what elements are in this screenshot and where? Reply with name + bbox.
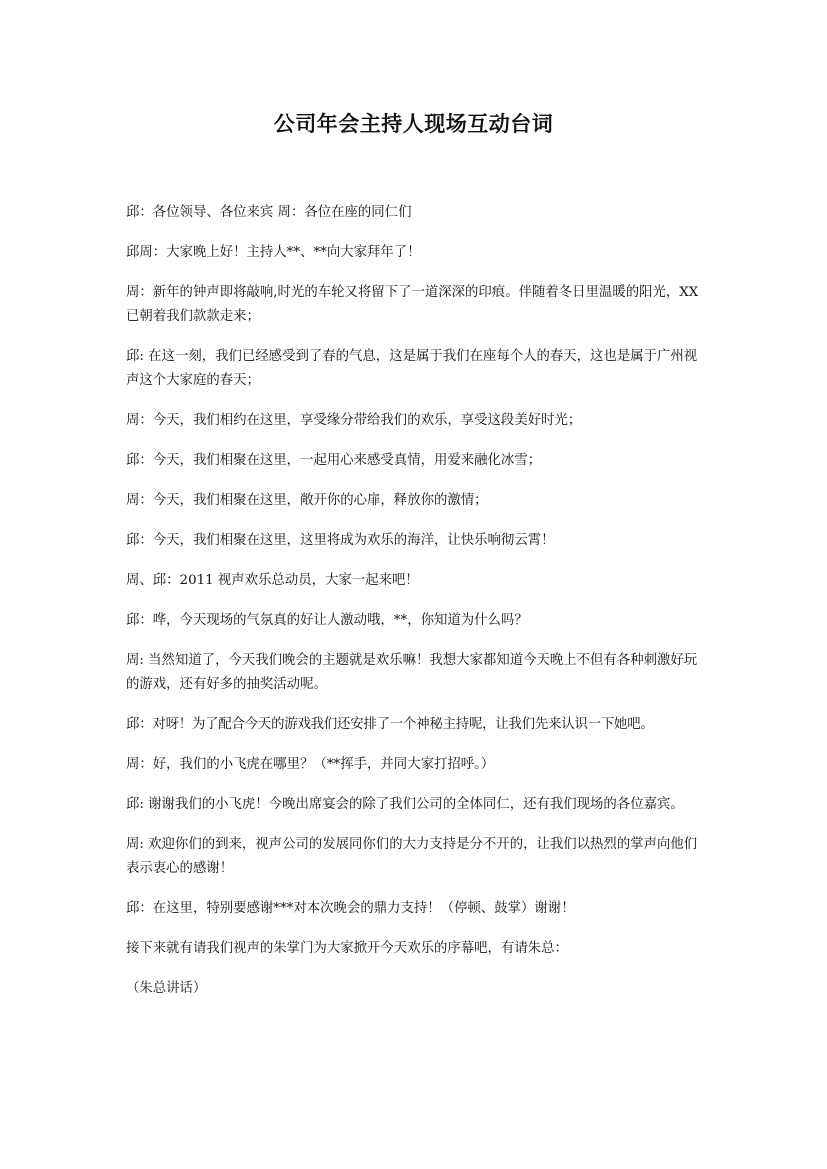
paragraph-12: 邱：对呀！为了配合今天的游戏我们还安排了一个神秘主持呢，让我们先来认识一下她吧。 — [126, 717, 654, 732]
paragraph-13: 周：好，我们的小飞虎在哪里？（**挥手，并同大家打招呼。） — [126, 757, 495, 772]
paragraph-2: 邱周：大家晚上好！主持人**、**向大家拜年了！ — [126, 245, 421, 260]
paragraph-18: （朱总讲话） — [126, 981, 207, 996]
paragraph-9: 周、邱：2011 视声欢乐总动员，大家一起来吧！ — [126, 573, 419, 588]
paragraph-5: 周：今天，我们相约在这里，享受缘分带给我们的欢乐，享受这段美好时光； — [126, 413, 582, 428]
paragraph-11: 周: 当然知道了，今天我们晚会的主题就是欢乐嘛！我想大家都知道今天晚上不但有各种刺激好玩的游戏，还有好多的抽奖活动呢。 — [126, 653, 698, 692]
paragraph-16: 邱：在这里，特别要感谢***对本次晚会的鼎力支持！（停顿、鼓掌）谢谢！ — [126, 901, 575, 916]
paragraph-7: 周：今天，我们相聚在这里，敞开你的心扉，释放你的激情； — [126, 493, 488, 508]
document-title: 公司年会主持人现场互动台词 — [273, 111, 554, 136]
paragraph-3: 周：新年的钟声即将敲响,时光的车轮又将留下了一道深深的印痕。伴随着冬日里温暖的阳光，XX 已朝着我们款款走来； — [126, 285, 699, 324]
paragraph-8: 邱：今天，我们相聚在这里，这里将成为欢乐的海洋，让快乐响彻云霄！ — [126, 533, 555, 548]
paragraph-15: 周: 欢迎你们的到来，视声公司的发展同你们的大力支持是分不开的，让我们以热烈的掌声向他们表示衷心的感谢！ — [126, 837, 698, 876]
paragraph-4: 邱: 在这一刻，我们已经感受到了春的气息，这是属于我们在座每个人的春天，这也是属于广州视声这个大家庭的春天； — [126, 349, 698, 388]
paragraph-17: 接下来就有请我们视声的朱掌门为大家掀开今天欢乐的序幕吧，有请朱总： — [126, 941, 568, 956]
paragraph-6: 邱：今天，我们相聚在这里，一起用心来感受真情，用爱来融化冰雪； — [126, 453, 542, 468]
paragraph-1: 邱：各位领导、各位来宾 周：各位在座的同仁们 — [126, 205, 412, 220]
paragraph-14: 邱: 谢谢我们的小飞虎！今晚出席宴会的除了我们公司的全体同仁，还有我们现场的各位嘉宾。 — [126, 797, 684, 812]
paragraph-10: 邱：哗，今天现场的气氛真的好让人激动哦，**，你知道为什么吗？ — [126, 613, 528, 628]
document-body — [126, 201, 708, 1017]
